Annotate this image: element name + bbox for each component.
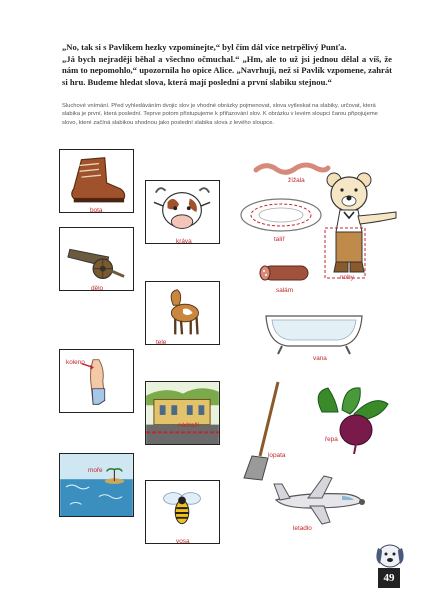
- story-text: [62, 42, 392, 88]
- word-salam: salám: [276, 287, 294, 294]
- page-number: 49: [378, 568, 400, 588]
- word-bota: bota: [90, 207, 103, 214]
- dog-mascot-icon: [372, 538, 408, 570]
- airplane-icon: [270, 470, 366, 528]
- boot-icon: [60, 150, 133, 212]
- story-line-2: „Já bych nejraději běhal a všechno očmuchal.“ „Hm, ale to už jsi jednou dělal a víš, že nám to nepomohlo,“ upozornila ho opice Alice. „Navrhuji, než si Pavlík vzpomene, zahrát si hru. Budeme hledat slova, která mají poslední a první slabiku stejnou.“: [62, 53, 392, 87]
- word-repa: řepa: [325, 436, 338, 443]
- instructions-text: [62, 102, 392, 127]
- word-nadrazi: nádraží: [178, 422, 200, 429]
- word-zizala: žížala: [288, 177, 305, 184]
- cannon-icon: [60, 228, 133, 290]
- wasp-icon: [146, 481, 219, 543]
- earthworm-icon: [252, 160, 332, 178]
- beetroot-icon: [302, 382, 394, 454]
- word-krava: kráva: [176, 238, 192, 245]
- picture-box-koleno[interactable]: [59, 349, 134, 413]
- picture-box-delo[interactable]: [59, 227, 134, 291]
- picture-box-nadrazi[interactable]: [145, 381, 220, 445]
- picture-box-vosa[interactable]: [145, 480, 220, 544]
- cow-icon: [146, 181, 219, 243]
- train-station-icon: [146, 382, 219, 444]
- word-koleno: koleno: [66, 359, 85, 366]
- word-tele: tele: [156, 339, 167, 346]
- instructions-paragraph: Sluchové vnímání. Před vyhledáváním dvojic slov je vhodné obrázky pojmenovat, slova vytleskat na slabiky, určovat, která slabika je první, která poslední. Teprve potom přistupujeme k přiřazování slov. K obrázku v levém sloupci čarou připojujeme slovo, které začíná slabikou shodnou jako poslední slabika slova z levého sloupce.: [62, 103, 378, 126]
- word-talir: talíř: [274, 236, 285, 243]
- word-more: moře: [88, 467, 103, 474]
- bathtub-icon: [260, 306, 368, 358]
- word-vana: vana: [313, 355, 327, 362]
- word-delo: dělo: [91, 285, 104, 292]
- picture-box-more[interactable]: [59, 453, 134, 517]
- plate-icon: [238, 195, 324, 235]
- salami-icon: [256, 262, 312, 284]
- word-nohy: nohy: [340, 274, 354, 281]
- picture-box-bota[interactable]: [59, 149, 134, 213]
- word-vosa: vosa: [176, 538, 190, 545]
- picture-box-tele[interactable]: [145, 281, 220, 345]
- calf-icon: [146, 282, 219, 344]
- word-lopata: lopata: [268, 452, 286, 459]
- bear-legs-icon: [322, 168, 398, 282]
- sea-icon: [60, 454, 133, 516]
- picture-box-krava[interactable]: [145, 180, 220, 244]
- word-letadlo: letadlo: [293, 525, 312, 532]
- story-line-1: „No, tak si s Pavlíkem hezky vzpomínejte,“ byl čím dál více netrpělivý Punťa.: [62, 42, 347, 52]
